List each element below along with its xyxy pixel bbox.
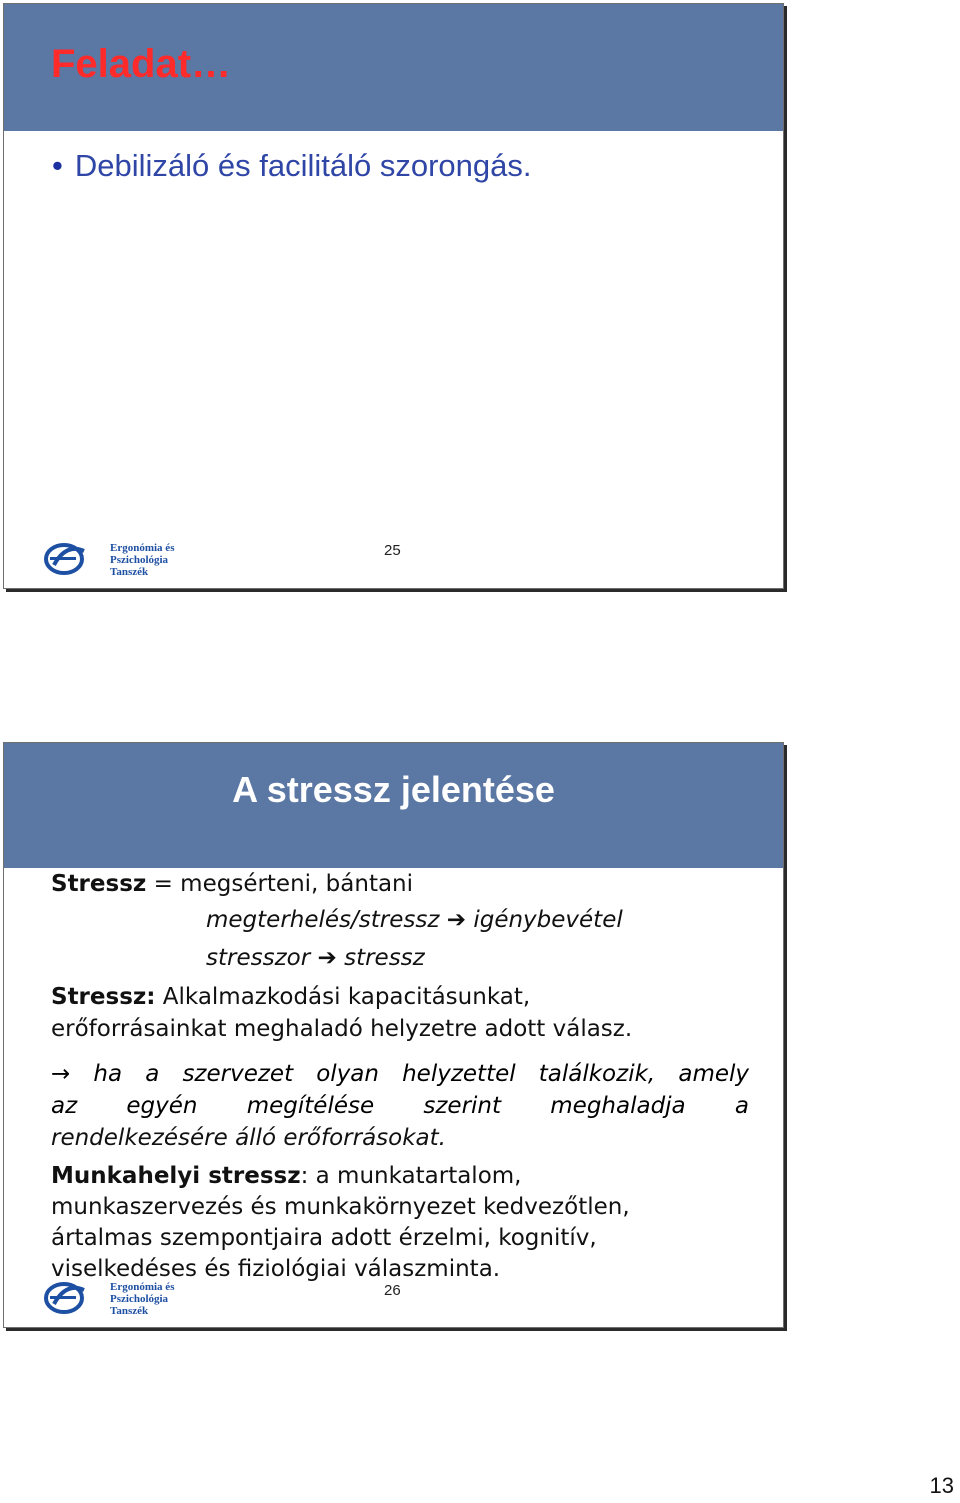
slide-page-number: 25	[384, 542, 401, 559]
slide-title: A stressz jelentése	[232, 769, 555, 810]
workplace-stress-line-3: ártalmas szempontjaira adott érzelmi, kognitív,	[51, 1225, 597, 1251]
arrow-right-icon: ➔	[446, 907, 467, 933]
consequence-text: ha a szervezet olyan helyzettel találkozik, amely	[93, 1061, 750, 1087]
workplace-stress-line-1	[51, 1163, 522, 1189]
term-stressz: Stressz	[51, 871, 147, 897]
slide-title: Feladat…	[51, 42, 232, 86]
workplace-stress-line-2: munkaszervezés és munkakörnyezet kedvezőtlen,	[51, 1194, 630, 1220]
workplace-stress-line-4: viselkedéses és fiziológiai válaszminta.	[51, 1256, 501, 1282]
definition-text: : a munkatartalom,	[300, 1163, 522, 1189]
definition-text: = megsérteni, bántani	[146, 871, 414, 897]
relation-right: stressz	[344, 945, 425, 971]
bullet-item	[52, 148, 531, 184]
bullet-dot-icon: •	[52, 148, 63, 183]
consequence-line-1	[51, 1061, 749, 1087]
slide-page-number: 26	[384, 1282, 401, 1299]
term-stressz-definition: Stressz:	[51, 984, 156, 1010]
slide-25	[3, 3, 784, 589]
definition-line-2	[51, 984, 530, 1010]
term-munkahelyi-stressz: Munkahelyi stressz	[51, 1163, 301, 1189]
svg-text:Ergonómia és: Ergonómia és	[110, 542, 175, 554]
relation-line-1	[206, 907, 623, 933]
definition-text: Alkalmazkodási kapacitásunkat,	[155, 984, 531, 1010]
svg-text:Pszichológia: Pszichológia	[110, 1293, 169, 1305]
arrow-right-icon: ➔	[317, 945, 337, 971]
department-logo	[44, 1278, 179, 1318]
relation-left: megterhelés/stressz	[206, 907, 440, 933]
svg-text:Ergonómia és: Ergonómia és	[110, 1281, 175, 1293]
consequence-line-2: az egyén megítélése szerint meghaladja a	[51, 1093, 749, 1119]
svg-text:Pszichológia: Pszichológia	[110, 554, 169, 566]
relation-line-2	[206, 945, 425, 971]
department-logo	[44, 539, 179, 579]
relation-left: stresszor	[206, 945, 311, 971]
bullet-text: Debilizáló és facilitáló szorongás.	[74, 148, 532, 183]
consequence-line-3: rendelkezésére álló erőforrásokat.	[51, 1125, 446, 1151]
svg-text:Tanszék: Tanszék	[110, 1305, 149, 1317]
arrow-icon: →	[51, 1061, 71, 1087]
slide-26	[3, 742, 784, 1328]
svg-text:Tanszék: Tanszék	[110, 566, 149, 578]
definition-line-3: erőforrásainkat meghaladó helyzetre adott válasz.	[51, 1016, 633, 1042]
relation-right: igénybevétel	[473, 907, 623, 933]
definition-line-1	[51, 871, 413, 897]
sheet-page-number: 13	[929, 1473, 954, 1498]
